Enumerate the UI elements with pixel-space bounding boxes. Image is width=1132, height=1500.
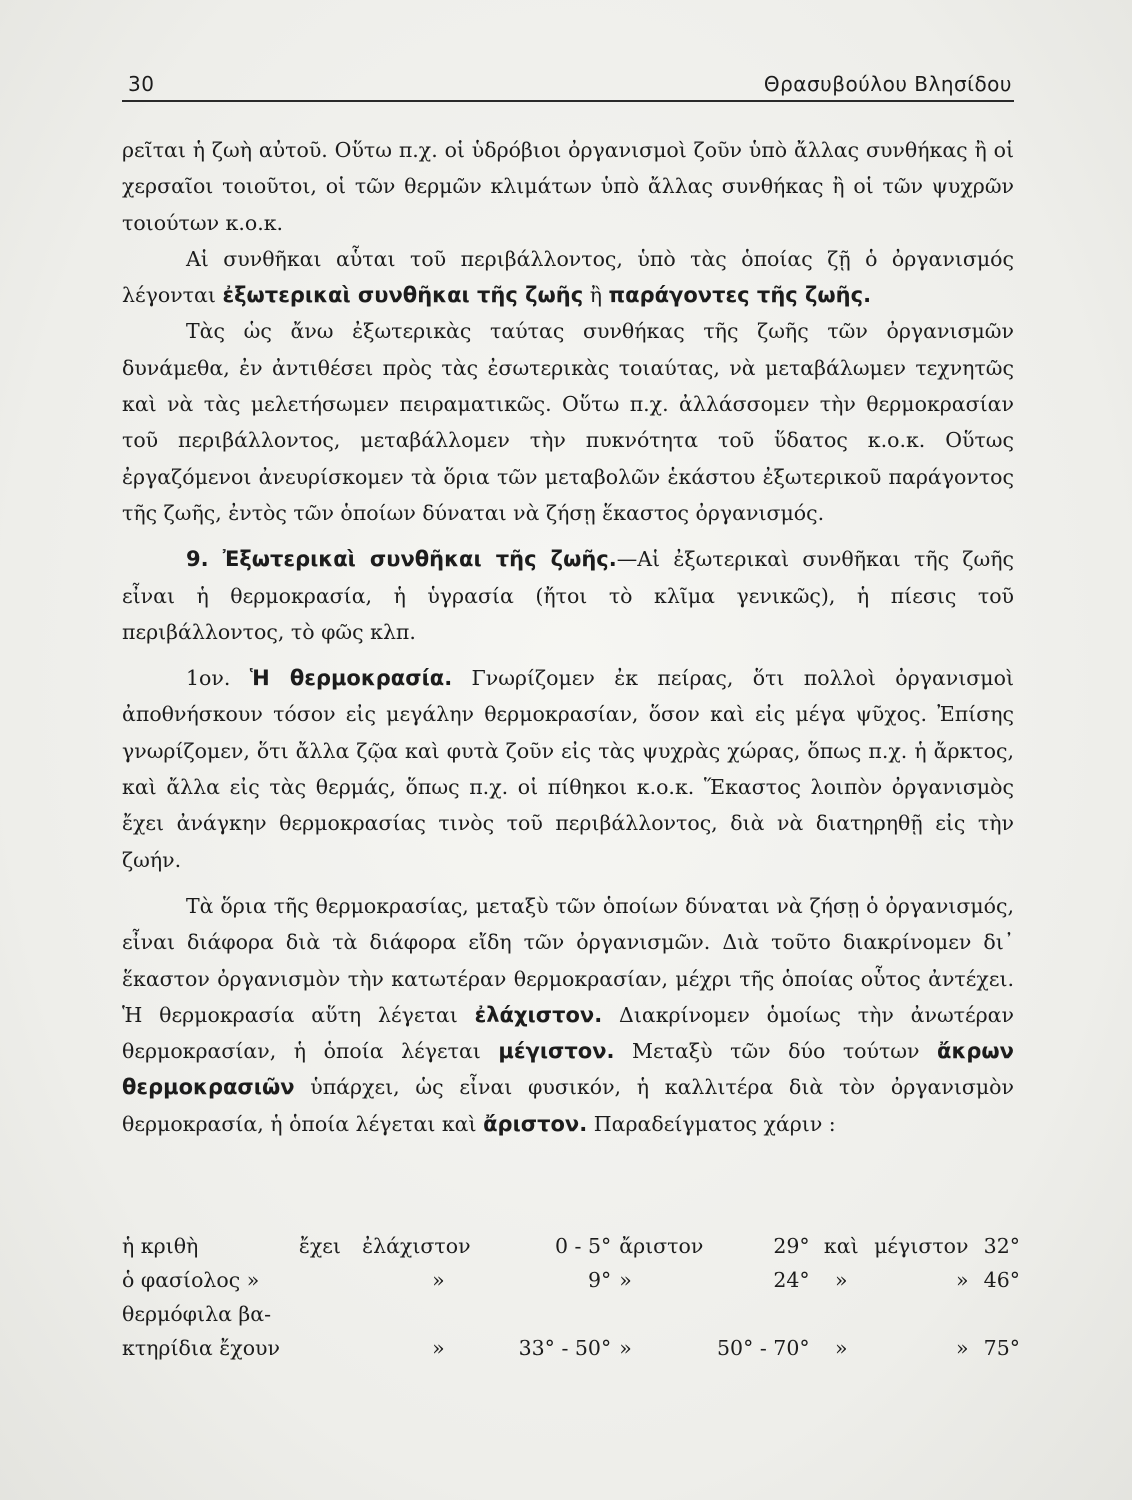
table-cell bbox=[968, 1302, 1020, 1336]
table-cell bbox=[362, 1302, 519, 1336]
table-cell: μέγιστον bbox=[874, 1234, 969, 1258]
table-cell bbox=[519, 1302, 620, 1336]
table-cell: κτηρίδια ἔχουν bbox=[122, 1336, 280, 1360]
table-cell: καὶ bbox=[823, 1234, 859, 1258]
table-row bbox=[122, 1336, 1020, 1370]
table-cell: » bbox=[432, 1268, 445, 1292]
table-cell: 32° bbox=[983, 1234, 1020, 1258]
table-cell: » bbox=[619, 1336, 632, 1360]
subsection-temperature: 1ον. Ἡ θερμοκρασία. Γνωρίζομεν ἐκ πείρας, ὅτι πολλοὶ ὀργανισμοὶ ἀποθνήσκουν τόσον εἰς μεγάλην θερμοκρασίαν, ὅσον καὶ εἰς μέγα ψῦχος. Ἐπίσης γνωρίζομεν, ὅτι ἄλλα ζῷα καὶ φυτὰ ζοῦν εἰς τὰς ψυχρὰς χώρας, ὅπως π.χ. ἡ ἄρκτος, καὶ ἄλλα εἰς τὰς θερμάς, ὅπως π.χ. οἱ πίθηκοι κ.ο.κ. Ἕκαστος λοιπὸν ὀργανισμὸς ἔχει ἀνάγκην θερμοκρασίας τινὸς τοῦ περιβάλλοντος, διὰ νὰ διατηρηθῇ εἰς τὴν ζωήν. bbox=[122, 666, 1014, 872]
table-cell bbox=[299, 1336, 362, 1370]
page-number: 30 bbox=[128, 72, 155, 96]
table-cell: ἄριστον bbox=[619, 1234, 704, 1258]
table-cell: ἐλάχιστον bbox=[362, 1234, 471, 1258]
table-cell: 9° bbox=[587, 1268, 612, 1292]
table-cell: 0 - 5° bbox=[554, 1234, 612, 1258]
table-cell: 33° - 50° bbox=[518, 1336, 612, 1360]
page-body bbox=[122, 132, 1014, 1142]
table-cell: » bbox=[835, 1268, 848, 1292]
section-heading: 9. Ἐξωτερικαὶ συνθῆκαι τῆς ζωῆς. bbox=[186, 547, 617, 572]
table-cell bbox=[713, 1302, 818, 1336]
table-cell: » bbox=[619, 1268, 632, 1292]
table-cell: 50° - 70° bbox=[717, 1336, 810, 1360]
table-cell: » bbox=[835, 1336, 848, 1360]
paragraph: Τὰ ὅρια τῆς θερμοκρασίας, μεταξὺ τῶν ὁποίων δύναται νὰ ζήσῃ ὁ ὀργανισμός, εἶναι διάφορα διὰ τὰ διάφορα εἴδη τῶν ὀργανισμῶν. Διὰ τοῦτο διακρίνομεν δι᾽ ἕκαστον ὀργανισμὸν τὴν κατωτέραν θερμοκρασίαν, μέχρι τῆς ὁποίας οὗτος ἀντέχει. Ἡ θερμοκρασία αὕτη λέγεται ἐλάχιστον. Διακρίνομεν ὁμοίως τὴν ἀνωτέραν θερμοκρασίαν, ἡ ὁποία λέγεται μέγιστον. Μεταξὺ τῶν δύο τούτων ἄκρων θερμοκρασιῶν ὑπάρχει, ὡς εἶναι φυσικόν, ἡ καλλιτέρα διὰ τὸν ὀργανισμὸν θερμοκρασία, ἡ ὁποία λέγεται καὶ ἄριστον. Παραδείγματος χάριν : bbox=[122, 893, 1014, 1136]
table-cell bbox=[619, 1302, 712, 1336]
page-header bbox=[122, 68, 1014, 102]
table-row bbox=[122, 1302, 1020, 1336]
table-row bbox=[122, 1234, 1020, 1268]
paragraph: Αἱ συνθῆκαι αὗται τοῦ περιβάλλοντος, ὑπὸ τὰς ὁποίας ζῇ ὁ ὀργανισμός λέγονται ἐξωτερικαὶ συνθῆκαι τῆς ζωῆς ἢ παράγοντες τῆς ζωῆς. bbox=[122, 246, 1014, 308]
table-cell: θερμόφιλα βα- bbox=[122, 1302, 272, 1326]
table-cell bbox=[299, 1268, 362, 1302]
table-cell bbox=[865, 1302, 969, 1336]
table-cell: 46° bbox=[983, 1268, 1020, 1292]
table-cell: ἔχει bbox=[298, 1234, 341, 1258]
table-cell bbox=[299, 1302, 362, 1336]
paragraph: Τὰς ὡς ἄνω ἐξωτερικὰς ταύτας συνθήκας τῆς ζωῆς τῶν ὀργανισμῶν δυνάμεθα, ἐν ἀντιθέσει πρὸς τὰς ἐσωτερικὰς τοιαύτας, νὰ μεταβάλωμεν τεχνητῶς καὶ νὰ τὰς μελετήσωμεν πειραματικῶς. Οὕτω π.χ. ἀλλάσσομεν τὴν θερμοκρασίαν τοῦ περιβάλλοντος, μεταβάλλομεν τὴν πυκνότητα τοῦ ὕδατος κ.ο.κ. Οὕτως ἐργαζόμενοι ἀνευρίσκομεν τὰ ὅρια τῶν μεταβολῶν ἑκάστου ἐξωτερικοῦ παράγοντος τῆς ζωῆς, ἐντὸς τῶν ὁποίων δύναται νὰ ζήσῃ ἕκαστος ὀργανισμός. bbox=[122, 319, 1014, 525]
table-cell: » bbox=[432, 1336, 445, 1360]
table-cell: » bbox=[955, 1268, 969, 1292]
table-cell: 29° bbox=[773, 1234, 810, 1258]
table-cell bbox=[818, 1302, 865, 1336]
table-cell: 75° bbox=[983, 1336, 1020, 1360]
running-title: Θρασυβούλου Βλησίδου bbox=[763, 72, 1012, 96]
table-cell: ὁ φασίολος » bbox=[122, 1268, 260, 1292]
table-cell: » bbox=[955, 1336, 969, 1360]
temperature-examples-table bbox=[122, 1234, 1020, 1370]
paragraph: ρεῖται ἡ ζωὴ αὐτοῦ. Οὕτω π.χ. οἱ ὑδρόβιοι ὀργανισμοὶ ζοῦν ὑπὸ ἄλλας συνθήκας ἢ οἱ χερσαῖοι τοιοῦτοι, οἱ τῶν θερμῶν κλιμάτων ὑπὸ ἄλλας συνθήκας ἢ οἱ τῶν ψυχρῶν τοιούτων κ.ο.κ. bbox=[122, 138, 1014, 235]
table-cell: 24° bbox=[773, 1268, 810, 1292]
table-cell: ἡ κριθὴ bbox=[122, 1234, 199, 1258]
section-9: 9. Ἐξωτερικαὶ συνθῆκαι τῆς ζωῆς.—Αἱ ἐξωτερικαὶ συνθῆκαι τῆς ζωῆς εἶναι ἡ θερμοκρασία, ἡ ὑγρασία (ἤτοι τὸ κλῖμα γενικῶς), ἡ πίεσις τοῦ περιβάλλοντος, τὸ φῶς κλπ. bbox=[122, 547, 1014, 644]
table-row bbox=[122, 1268, 1020, 1302]
subsection-heading: Ἡ θερμοκρασία. bbox=[249, 666, 453, 691]
